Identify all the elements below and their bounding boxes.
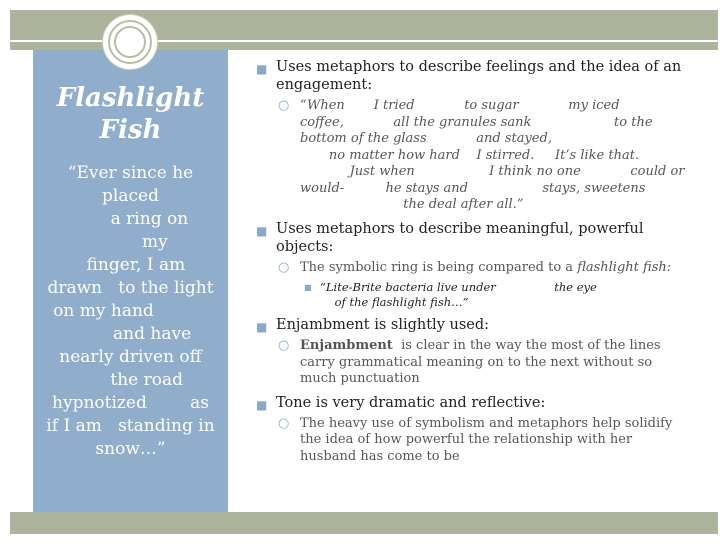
- bullet-text: Uses metaphors to describe meaningful, powerful objects:: [276, 220, 644, 255]
- bullet-text: Tone is very dramatic and reflective:: [276, 394, 546, 411]
- bullet-list: [248, 58, 688, 469]
- ornament-inner-ring: [114, 26, 146, 58]
- circle-bullet-icon: ○: [278, 259, 290, 275]
- tone-text: The heavy use of symbolism and metaphors help solidify the idea of how powerful the relationship with her husband has come to be: [300, 415, 673, 464]
- poem-excerpt: “When I tried to sugar my iced coffee, all the granules sank to the bottom of the glass and stayed, no matter how hard I stirred. It’s like that. Just when I think no one could or would- he stays and stays, sweetens the deal after all.”: [300, 98, 685, 212]
- bullet-icon: ■: [256, 223, 268, 238]
- sub-bullet-poem: [248, 98, 688, 214]
- bullet-icon: ■: [256, 320, 268, 334]
- slide-title: [33, 82, 228, 146]
- bullet-icon: ■: [256, 62, 268, 76]
- title-line-1: Flashlight: [56, 83, 205, 113]
- bottom-decorative-band: [10, 512, 718, 534]
- bullet-text: Enjambment is slightly used:: [276, 317, 490, 333]
- circle-bullet-icon: ○: [278, 415, 290, 431]
- bullet-tone: [248, 394, 688, 412]
- circle-bullet-icon: ○: [278, 98, 290, 113]
- circle-ornament-icon: [103, 15, 157, 69]
- circle-bullet-icon: ○: [278, 338, 290, 353]
- square-bullet-icon: ■: [304, 283, 312, 292]
- bullet-metaphors-objects: [248, 220, 688, 256]
- bullet-metaphors-feelings: [248, 58, 688, 94]
- enjambment-term: Enjambment: [300, 338, 393, 353]
- title-line-2: Fish: [99, 115, 162, 145]
- sub-bullet-tone: [248, 416, 688, 466]
- bullet-enjambment: [248, 316, 688, 334]
- sub-bullet-enjambment: [248, 338, 688, 388]
- bullet-icon: ■: [256, 397, 268, 412]
- sub-bullet-ring: [248, 260, 688, 277]
- lite-brite-quote: “Lite-Brite bacteria live under the eye of the flashlight fish…”: [320, 280, 597, 309]
- third-level-bullet: [248, 280, 688, 310]
- bullet-text: Uses metaphors to describe feelings and the idea of an engagement:: [276, 59, 682, 93]
- enjambment-text: is clear in the way the most of the lines carry grammatical meaning on to the next without so much punctuation: [300, 338, 665, 386]
- panel-quote: “Ever since he placed a ring on my finger, I am drawn to the light on my hand and have nearly driven off the road hypnotized as if I am standing in snow…”: [46, 163, 215, 459]
- sub-bullet-italic: flashlight fish:: [577, 259, 672, 275]
- sub-bullet-text: The symbolic ring is being compared to a: [300, 259, 578, 275]
